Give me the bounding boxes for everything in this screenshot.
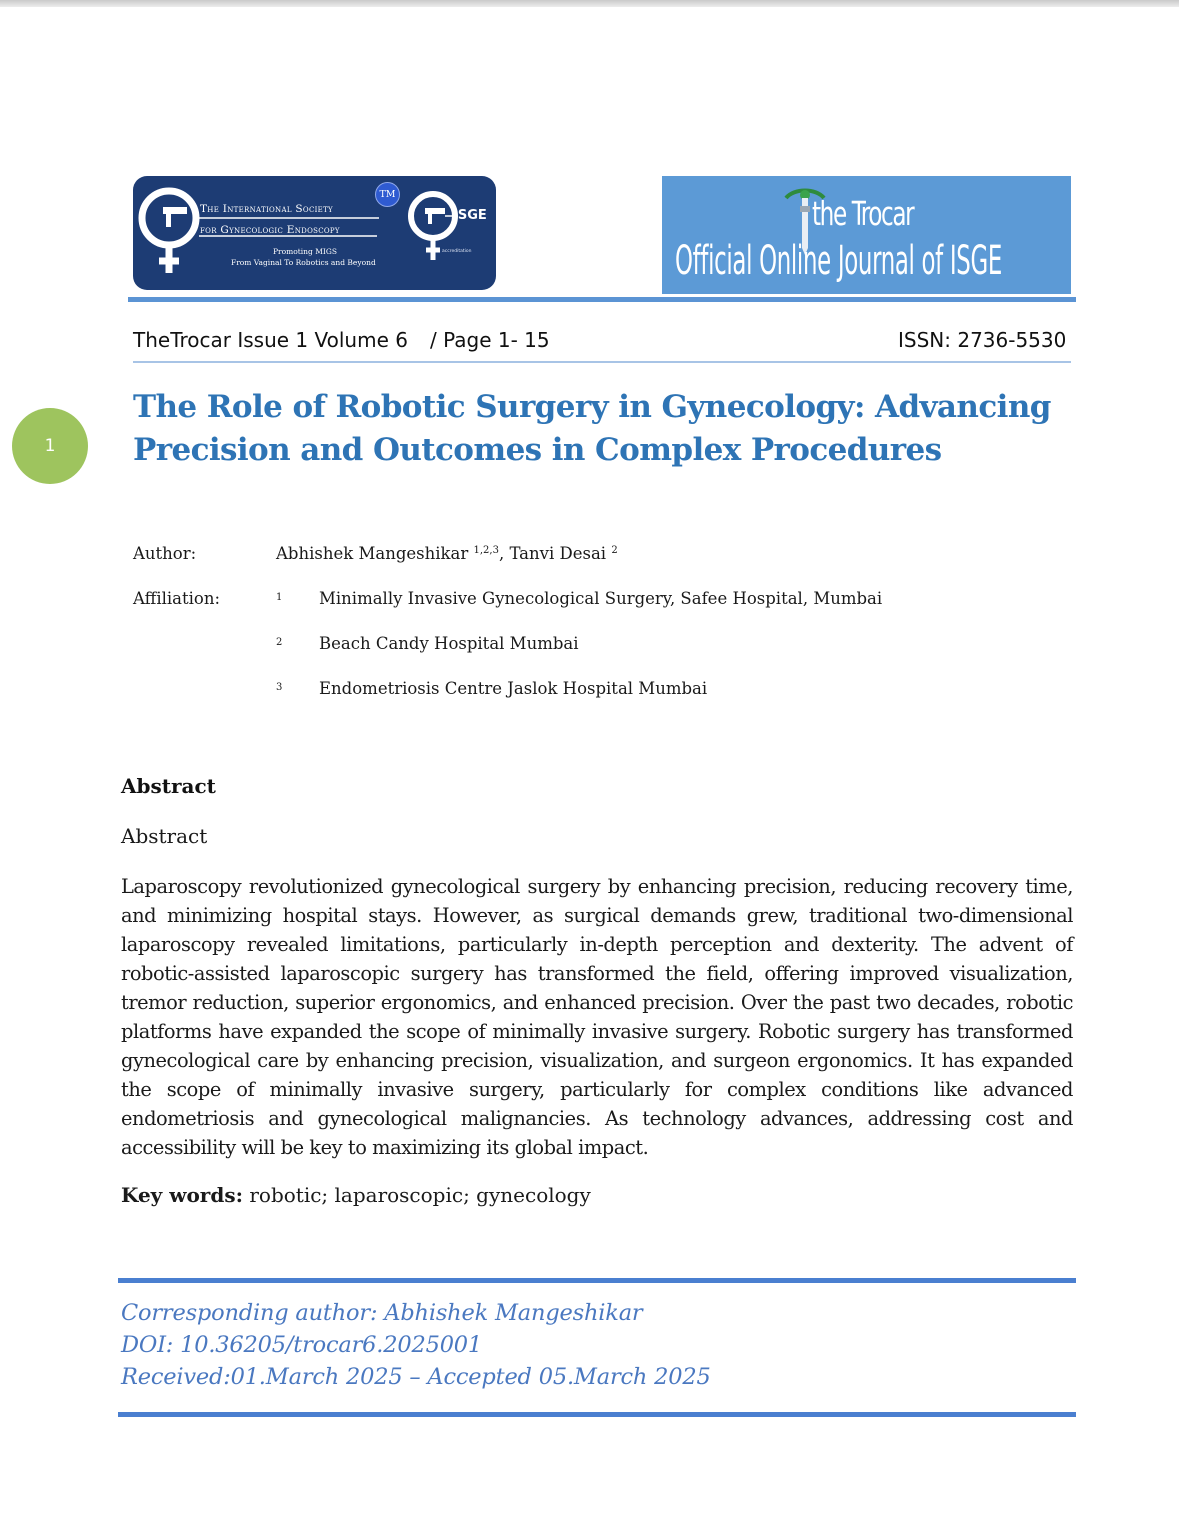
keywords-list: robotic; laparoscopic; gynecology [242,1183,591,1207]
meta-divider [133,361,1071,363]
abstract-body: Laparoscopy revolutionized gynecological surgery by enhancing precision, reducing recovery time, and minimizing hospital stays. However, as surgical demands grew, traditional two-dimensional laparoscopy revealed limitations, particularly in-depth perception and dexterity. The advent of robotic-assisted laparoscopic surgery has transformed the field, offering improved visualization, tremor reduction, superior ergonomics, and enhanced precision. Over the past two decades, robotic platforms have expanded the scope of minimally invasive surgery. Robotic surgery has transformed gynecological care by enhancing precision, visualization, and surgeon ergonomics. It has expanded the scope of minimally invasive surgery, particularly for complex conditions like advanced endometriosis and gynecological malignancies. As technology advances, addressing cost and accessibility will be key to maximizing its global impact. [121,875,1073,1159]
isge-name-line1: The International Society [200,203,333,215]
top-edge-shadow [0,0,1179,7]
corresponding-author: Corresponding author: Abhishek Mangeshikar [121,1300,643,1326]
author-1: Abhishek Mangeshikar [276,544,469,563]
received-accepted-dates: Received:01.March 2025 – Accepted 05.March 2025 [121,1364,711,1390]
isge-logo [133,176,496,290]
affiliation-item: Minimally Invasive Gynecological Surgery, Safee Hospital, Mumbai [319,589,883,608]
abstract-heading: Abstract [121,774,216,798]
doi[interactable]: DOI: 10.36205/trocar6.2025001 [121,1332,483,1358]
isge-acronym: ISGE [453,208,487,223]
trademark-badge: TM [375,182,400,207]
abstract-subheading: Abstract [121,824,208,848]
affiliation-number: 3 [276,682,283,693]
author-names [276,544,618,563]
author-2: , Tanvi Desai [498,544,607,563]
isge-tagline: Promoting MIGS [273,247,337,256]
issue-volume: TheTrocar Issue 1 Volume 6 [133,328,408,352]
journal-subtitle: Official Online Journal of ISGE [675,238,1002,284]
trocar-brand: the Trocar [812,194,914,233]
keywords-label: Key words: [121,1183,243,1207]
page-range: / Page 1- 15 [430,328,550,352]
page-number-badge[interactable]: 1 [12,408,88,484]
keywords [121,1183,591,1207]
article-title: The Role of Robotic Surgery in Gynecology: Advancing Precision and Outcomes in Complex Procedures [133,389,1051,468]
affiliation-label: Affiliation: [133,589,221,608]
author-2-affiliations: 2 [611,545,618,556]
isge-tagline-2: From Vaginal To Robotics and Beyond [231,258,376,267]
author-1-affiliations: 1,2,3 [473,545,499,556]
author-label: Author: [133,544,197,563]
header-divider [128,297,1076,302]
trocar-journal-banner [662,176,1071,294]
affiliation-number: 2 [276,637,283,648]
issn: ISSN: 2736-5530 [898,328,1067,352]
affiliation-item: Endometriosis Centre Jaslok Hospital Mumbai [319,679,708,698]
accreditation-label: accreditation [442,249,472,254]
isge-name-line2: for Gynecologic Endoscopy [200,224,340,236]
affiliation-number: 1 [276,592,283,603]
footer-divider-top [118,1278,1076,1283]
footer-divider-bottom [118,1412,1076,1417]
affiliation-item: Beach Candy Hospital Mumbai [319,634,579,653]
